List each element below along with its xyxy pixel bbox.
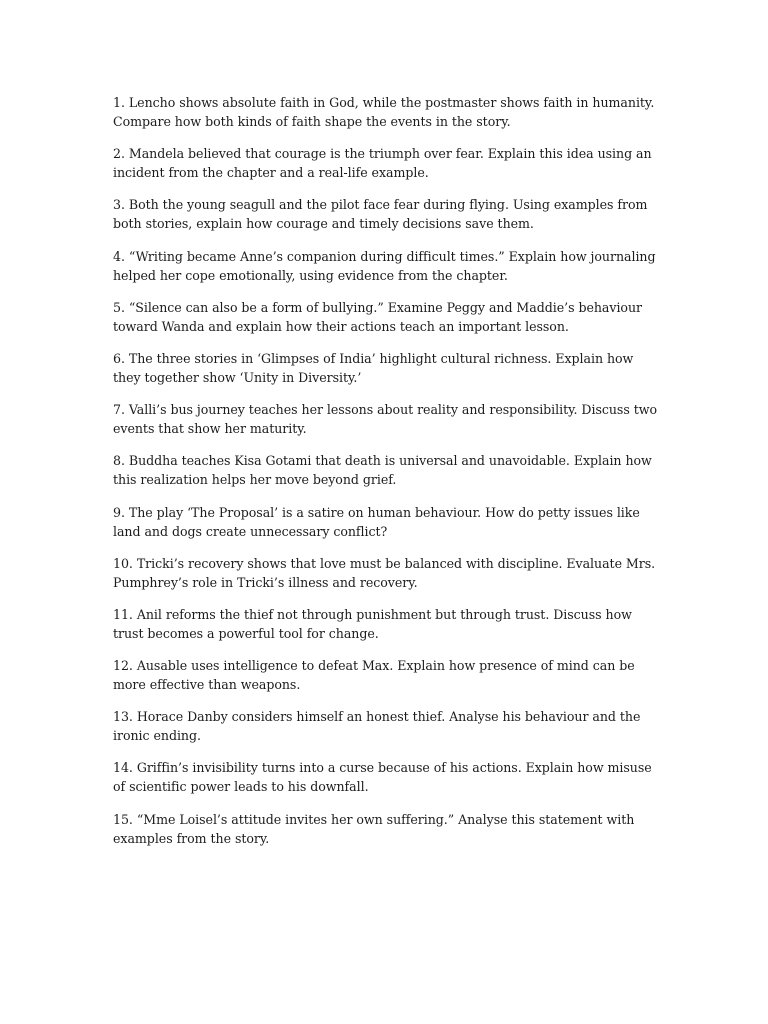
question-11: 11. Anil reforms the thief not through punishment but through trust. Discuss how trust becomes a powerful tool for change. <box>113 606 632 641</box>
question-1: 1. Lencho shows absolute faith in God, while the postmaster shows faith in humanity. Compare how both kinds of faith shape the events in the story. <box>113 95 655 129</box>
question-2: 2. Mandela believed that courage is the triumph over fear. Explain this idea using an incident from the chapter and a real-life example. <box>113 146 652 181</box>
question-15: 15. “Mme Loisel’s attitude invites her own suffering.” Analyse this statement with examples from the story. <box>113 811 635 846</box>
question-3: 3. Both the young seagull and the pilot face fear during flying. Using examples from both stories, explain how courage and timely decisions save them. <box>113 197 648 232</box>
question-7: 7. Valli’s bus journey teaches her lessons about reality and responsibility. Discuss two events that show her maturity. <box>113 402 657 437</box>
question-5: 5. “Silence can also be a form of bullying.” Examine Peggy and Maddie’s behaviour toward Wanda and explain how their actions teach an important lesson. <box>113 299 642 334</box>
question-13: 13. Horace Danby considers himself an honest thief. Analyse his behaviour and the ironic ending. <box>113 709 641 744</box>
question-9: 9. The play ‘The Proposal’ is a satire on human behaviour. How do petty issues like land and dogs create unnecessary conflict? <box>113 504 640 539</box>
question-12: 12. Ausable uses intelligence to defeat Max. Explain how presence of mind can be more effective than weapons. <box>113 658 635 693</box>
question-6: 6. The three stories in ‘Glimpses of India’ highlight cultural richness. Explain how they together show ‘Unity in Diversity.’ <box>113 350 634 385</box>
question-list <box>113 93 658 861</box>
question-14: 14. Griffin’s invisibility turns into a curse because of his actions. Explain how misuse of scientific power leads to his downfall. <box>113 760 652 795</box>
question-4: 4. “Writing became Anne’s companion during difficult times.” Explain how journaling helped her cope emotionally, using evidence from the chapter. <box>113 248 656 283</box>
question-10: 10. Tricki’s recovery shows that love must be balanced with discipline. Evaluate Mrs. Pumphrey’s role in Tricki’s illness and recovery. <box>113 555 656 590</box>
question-8: 8. Buddha teaches Kisa Gotami that death is universal and unavoidable. Explain how this realization helps her move beyond grief. <box>113 453 652 488</box>
